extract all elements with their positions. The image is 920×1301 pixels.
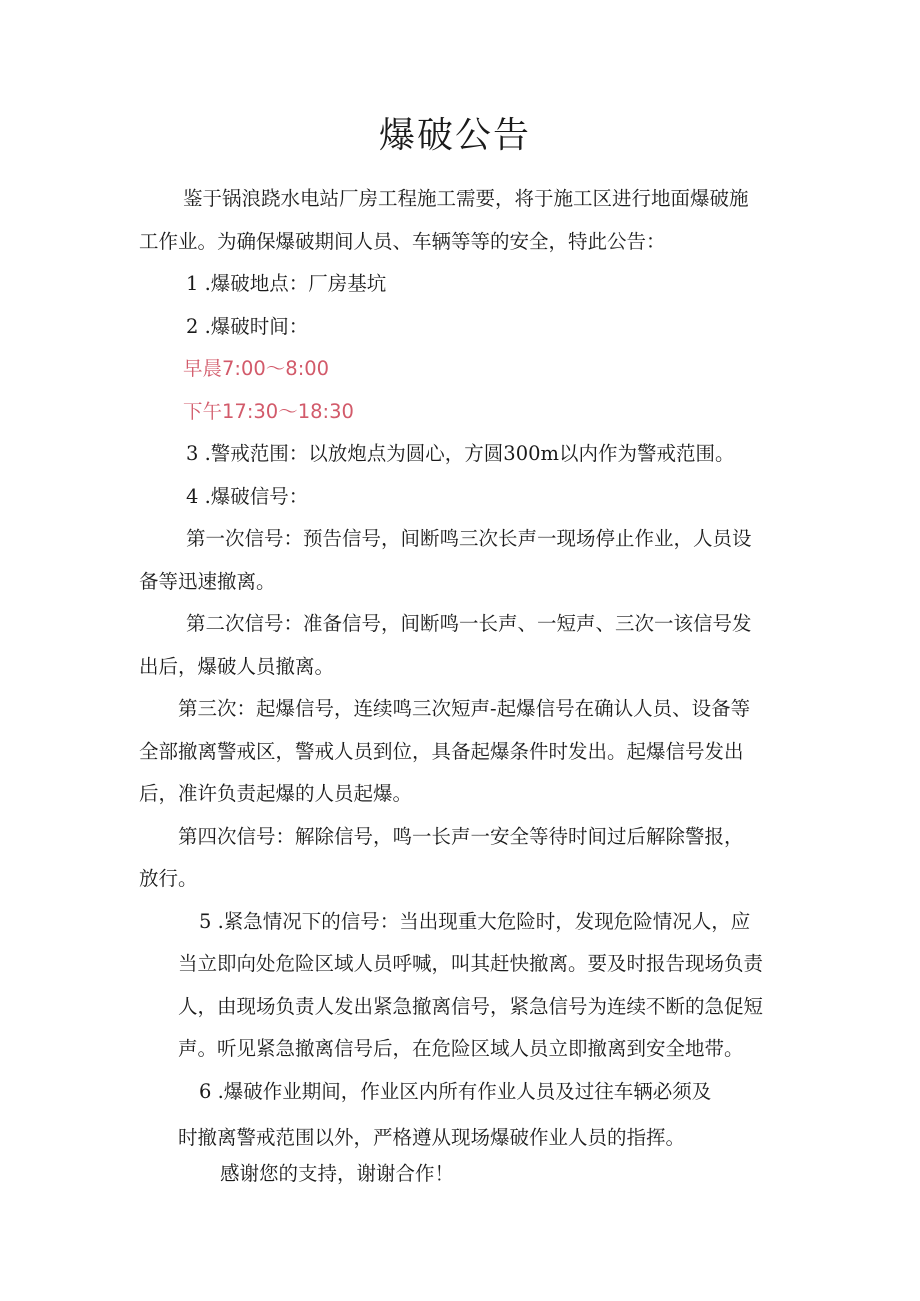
text-line: 人，由现场负责人发出紧急撤离信号，紧急信号为连续不断的急促短 — [178, 995, 764, 1018]
text-line: 第三次：起爆信号，连续鸣三次短声-起爆信号在确认人员、设备等 — [178, 697, 751, 720]
list-item-blast-signal: 4 .爆破信号： — [186, 485, 309, 508]
text-line: 出后，爆破人员撤离。 — [139, 655, 335, 678]
text-line: 第四次信号：解除信号，鸣一长声一安全等待时间过后解除警报， — [178, 825, 744, 848]
text-line: 工作业。为确保爆破期间人员、车辆等等的安全，特此公告： — [139, 230, 666, 253]
text-line: 鉴于锅浪跷水电站厂房工程施工需要，将于施工区进行地面爆破施 — [183, 187, 749, 210]
text-line: 全部撤离警戒区，警戒人员到位，具备起爆条件时发出。起爆信号发出 — [139, 740, 744, 763]
list-item-blast-time: 2 .爆破时间： — [186, 315, 309, 338]
list-item-emergency-signal: 5 .紧急情况下的信号：当出现重大危险时，发现危险情况人，应 — [199, 910, 751, 933]
text-line: 时撤离警戒范围以外，严格遵从现场爆破作业人员的指挥。 — [178, 1126, 686, 1149]
list-item-operation-period: 6 .爆破作业期间，作业区内所有作业人员及过往车辆必须及 — [199, 1080, 712, 1103]
list-item-blast-location: 1 .爆破地点：厂房基坑 — [186, 272, 387, 295]
afternoon-time: 下午17:30～18:30 — [183, 400, 354, 423]
text-line: 放行。 — [139, 867, 198, 890]
list-item-warning-range: 3 .警戒范围：以放炮点为圆心，方圆300m以内作为警戒范围。 — [186, 442, 735, 465]
text-line: 后，准许负责起爆的人员起爆。 — [139, 782, 413, 805]
closing-thanks: 感谢您的支持，谢谢合作！ — [220, 1162, 455, 1185]
text-line: 声。听见紧急撤离信号后，在危险区域人员立即撤离到安全地带。 — [178, 1037, 744, 1060]
page-title: 爆破公告 — [378, 115, 531, 156]
morning-time: 早晨7:00～8:00 — [183, 357, 330, 380]
text-line: 备等迅速撤离。 — [139, 570, 276, 593]
text-line: 第二次信号：准备信号，间断鸣一长声、一短声、三次一该信号发 — [186, 612, 752, 635]
text-line: 第一次信号：预告信号，间断鸣三次长声一现场停止作业，人员设 — [186, 527, 752, 550]
text-line: 当立即向处危险区域人员呼喊，叫其赶快撤离。要及时报告现场负责 — [178, 952, 764, 975]
